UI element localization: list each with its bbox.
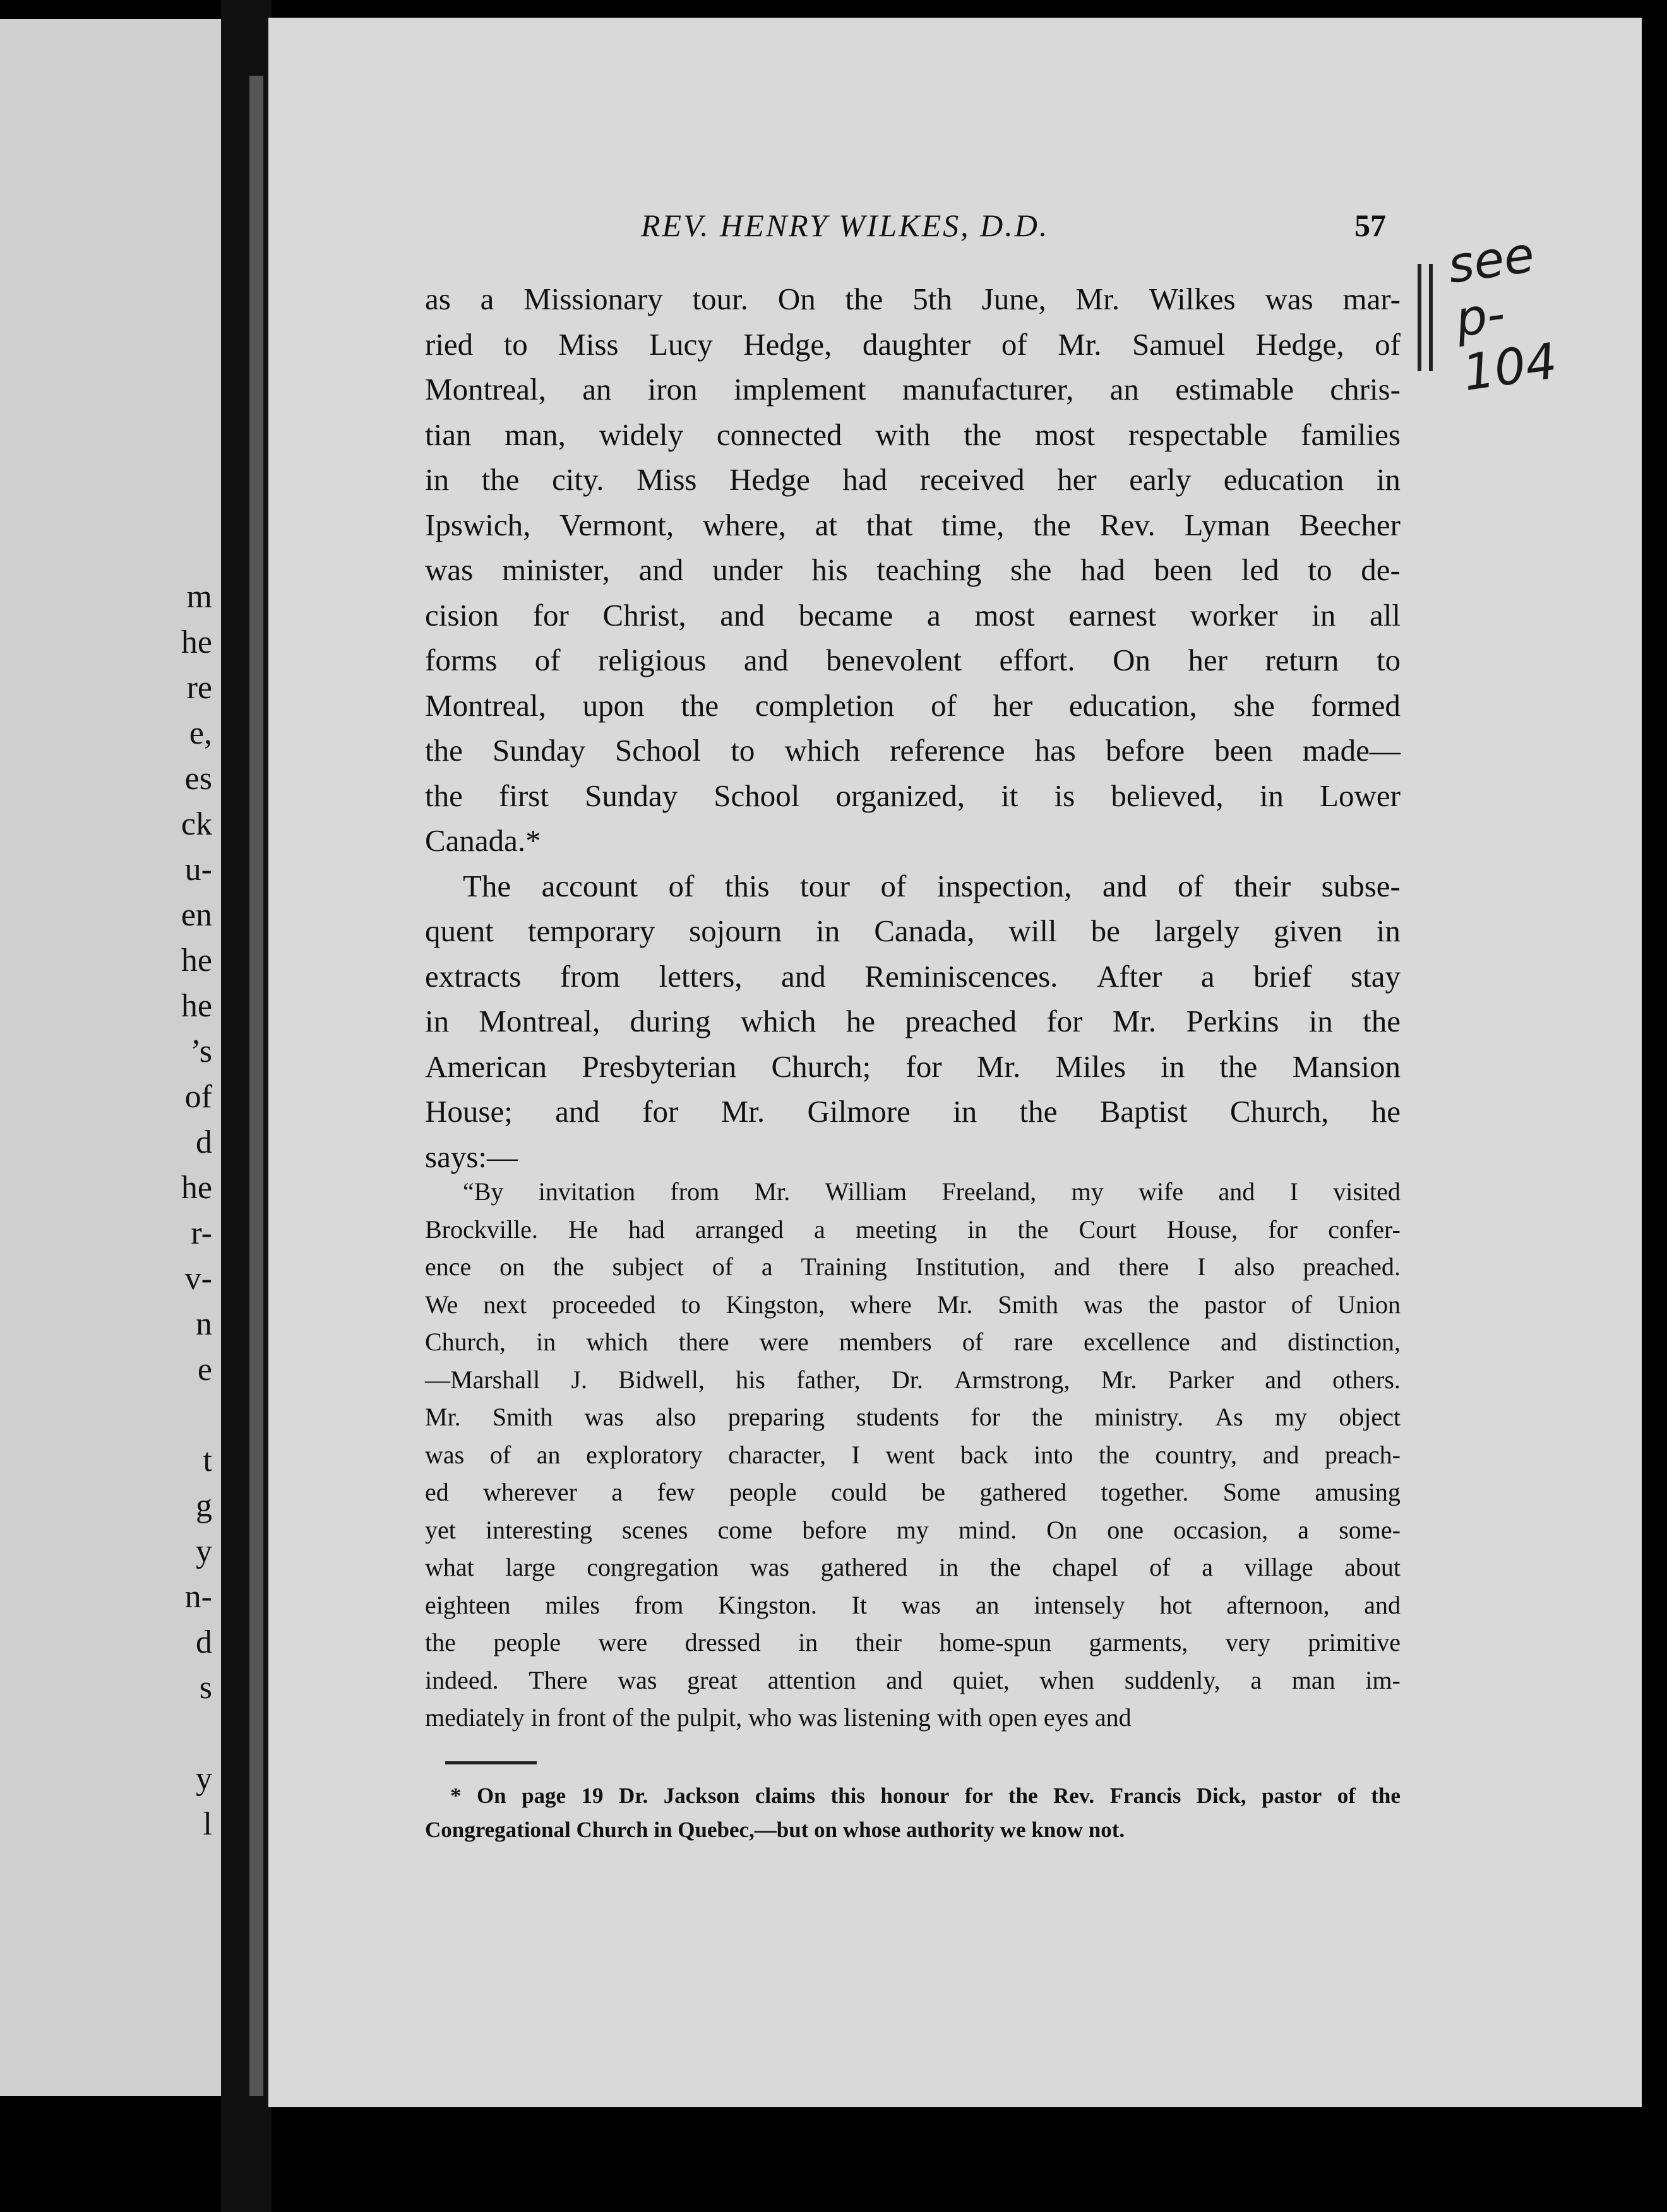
text-line: Congregational Church in Quebec,—but on whose authority we know not. — [425, 1817, 1125, 1842]
running-head: REV. HENRY WILKES, D.D. — [641, 208, 1049, 243]
text-line: Montreal, an iron implement manufacturer, an estimable chris- — [425, 372, 1401, 407]
book-gutter — [221, 0, 272, 2212]
text-line: says:— — [425, 1139, 518, 1174]
left-fragment: e — [197, 1352, 212, 1388]
footnote — [425, 1779, 1401, 1847]
quoted-reminiscence — [425, 1173, 1401, 1737]
text-line: We next proceeded to Kingston, where Mr. Smith was the pastor of Union — [425, 1290, 1401, 1319]
text-line: eighteen miles from Kingston. It was an intensely hot afternoon, and — [425, 1590, 1401, 1619]
text-line: Mr. Smith was also preparing students for the ministry. As my object — [425, 1403, 1401, 1431]
left-fragment: of — [184, 1079, 212, 1115]
paragraph-1 — [425, 276, 1401, 864]
left-fragment: he — [181, 1170, 212, 1206]
left-fragment: y — [196, 1761, 212, 1797]
handwritten-annotation — [1418, 207, 1575, 409]
text-line: was minister, and under his teaching she had been led to de- — [425, 552, 1401, 587]
left-page-text-fragments — [181, 574, 212, 1847]
left-fragment: he — [181, 988, 212, 1024]
text-line: Church, in which there were members of rare excellence and distinction, — [425, 1328, 1401, 1356]
left-fragment: ’s — [190, 1033, 212, 1069]
page-edge-shadow — [249, 76, 263, 2096]
text-line: what large congregation was gathered in the chapel of a village about — [425, 1553, 1401, 1581]
left-fragment: v- — [184, 1261, 212, 1297]
text-line: American Presbyterian Church; for Mr. Miles in the Mansion — [425, 1049, 1401, 1084]
left-fragment: t — [203, 1442, 212, 1478]
text-line: Montreal, upon the completion of her education, she formed — [425, 687, 1401, 723]
footnote-rule — [445, 1761, 537, 1764]
left-fragment: y — [196, 1533, 212, 1569]
text-line: ried to Miss Lucy Hedge, daughter of Mr. Samuel Hedge, of — [425, 326, 1401, 362]
text-line: yet interesting scenes come before my mind. On one occasion, a some- — [425, 1515, 1401, 1544]
paragraph-2 — [425, 864, 1401, 1180]
left-fragment: r- — [191, 1215, 212, 1251]
right-page — [268, 18, 1642, 2107]
page-number: 57 — [1354, 208, 1386, 243]
text-line: quent temporary sojourn in Canada, will be largely given in — [425, 913, 1401, 948]
left-fragment: l — [203, 1806, 212, 1842]
left-fragment: n- — [184, 1579, 212, 1615]
text-line: the people were dressed in their home-spun garments, very primitive — [425, 1628, 1401, 1656]
text-line: The account of this tour of inspection, and of their subse- — [463, 868, 1401, 903]
text-line: indeed. There was great attention and quiet, when suddenly, a man im- — [425, 1665, 1401, 1694]
left-fragment — [181, 1711, 212, 1756]
text-line: forms of religious and benevolent effort. On her return to — [425, 643, 1401, 677]
text-line: Canada.* — [425, 823, 541, 858]
left-fragment: re — [186, 670, 212, 706]
left-fragment: e, — [189, 715, 212, 751]
text-line: the first Sunday School organized, it is believed, in Lower — [425, 778, 1401, 813]
left-fragment: s — [199, 1670, 212, 1706]
left-fragment: es — [184, 761, 212, 797]
body-text — [425, 276, 1401, 1179]
text-line: cision for Christ, and became a most earnest worker in all — [425, 597, 1401, 633]
text-line: in the city. Miss Hedge had received her early education in — [425, 462, 1401, 497]
text-line: ed wherever a few people could be gathered together. Some amusing — [425, 1478, 1401, 1506]
text-line: mediately in front of the pulpit, who was listening with open eyes and — [425, 1703, 1132, 1732]
left-fragment: n — [196, 1306, 212, 1342]
left-fragment: m — [186, 579, 212, 615]
handwritten-note: see p- 104 — [1444, 226, 1561, 403]
text-line: —Marshall J. Bidwell, his father, Dr. Armstrong, Mr. Parker and others. — [425, 1365, 1401, 1394]
left-fragment — [181, 1393, 212, 1438]
text-line: the Sunday School to which reference has before been made— — [425, 733, 1401, 768]
text-line: Ipswich, Vermont, where, at that time, the Rev. Lyman Beecher — [425, 507, 1401, 542]
left-fragment: he — [181, 624, 212, 660]
text-line: House; and for Mr. Gilmore in the Baptist Church, he — [425, 1094, 1401, 1129]
text-line: “By invitation from Mr. William Freeland, my wife and I visited — [463, 1177, 1401, 1206]
left-fragment: en — [181, 897, 212, 933]
left-fragment: d — [196, 1624, 212, 1660]
text-line: * On page 19 Dr. Jackson claims this honour for the Rev. Francis Dick, pastor of the — [450, 1783, 1401, 1808]
margin-bars — [1418, 264, 1443, 371]
left-page-edge — [0, 19, 221, 2096]
text-line: in Montreal, during which he preached for Mr. Perkins in the — [425, 1004, 1401, 1038]
text-line: Brockville. He had arranged a meeting in the Court House, for confer- — [425, 1215, 1401, 1244]
left-fragment: u- — [184, 852, 212, 888]
left-fragment: g — [196, 1488, 212, 1524]
text-line: was of an exploratory character, I went back into the country, and preach- — [425, 1440, 1401, 1469]
text-line: extracts from letters, and Reminiscences. After a brief stay — [425, 958, 1401, 994]
text-line: ence on the subject of a Training Institution, and there I also preached. — [425, 1252, 1401, 1281]
text-line: as a Missionary tour. On the 5th June, Mr. Wilkes was mar- — [425, 282, 1401, 316]
left-fragment: ck — [181, 806, 212, 842]
left-fragment: d — [196, 1124, 212, 1160]
left-fragment: he — [181, 942, 212, 978]
text-line: tian man, widely connected with the most respectable families — [425, 417, 1401, 452]
